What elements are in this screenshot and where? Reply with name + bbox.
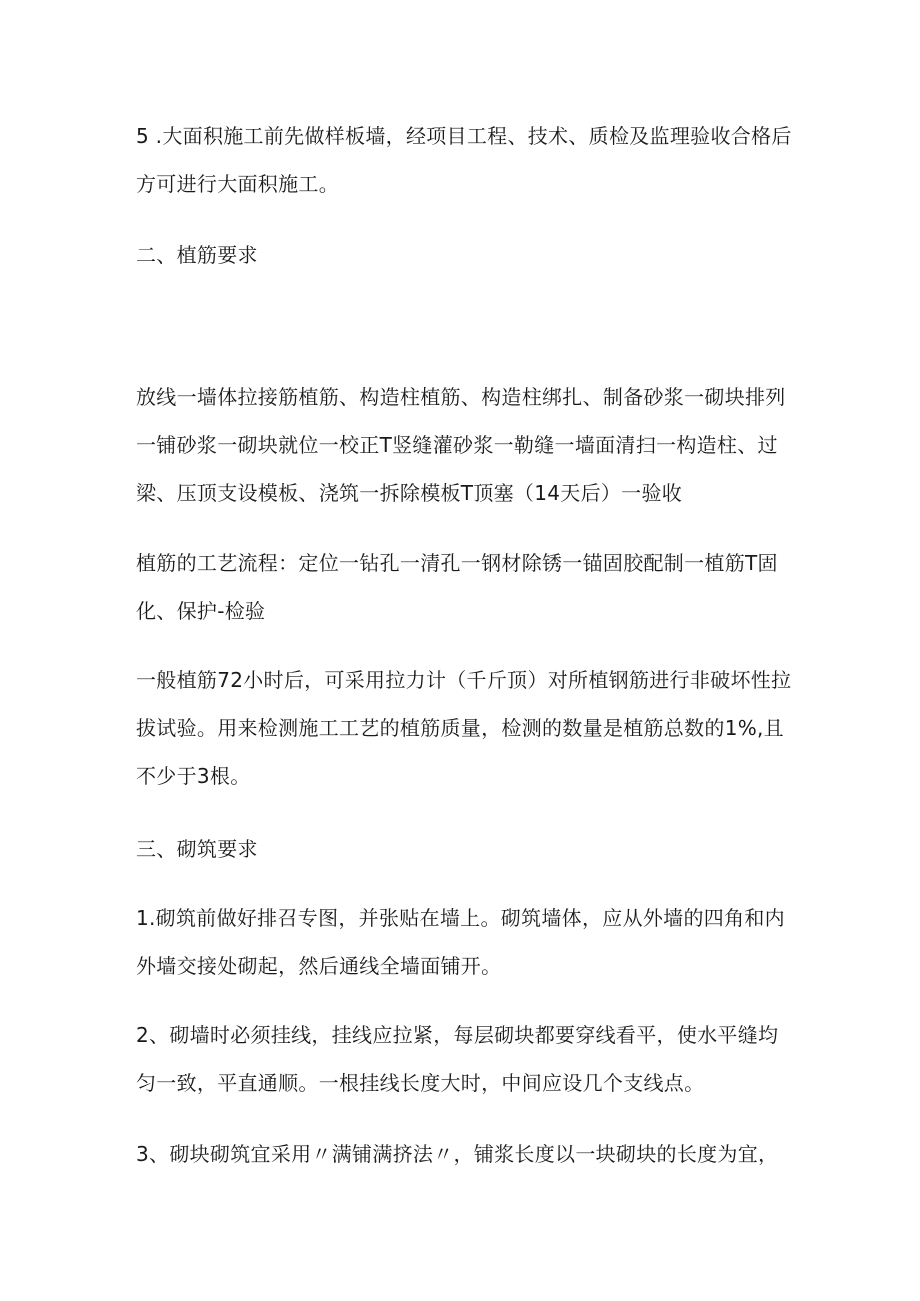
masonry-item-3-line-1: 3、砌块砌筑宜采用〃满铺满挤法〃，铺浆长度以一块砌块的长度为宜， <box>136 1142 779 1166</box>
paragraph-5-line-1: 5 .大面积施工前先做样板墙，经项目工程、技术、质检及监理验收合格后 <box>136 124 792 148</box>
process-paragraph-line-3: 梁、压顶支设模板、浇筑一拆除模板T顶塞（14天后）一验收 <box>136 481 683 505</box>
pull-test-line-1: 一般植筋72小时后，可采用拉力计（千斤顶）对所植钢筋进行非破坏性拉 <box>136 668 792 692</box>
masonry-item-1-line-2: 外墙交接处砌起，然后通线全墙面铺开。 <box>136 954 502 978</box>
masonry-item-1-line-1: 1.砌筑前做好排召专图，并张贴在墙上。砌筑墙体，应从外墙的四角和内 <box>136 906 785 930</box>
paragraph-5-line-2: 方可进行大面积施工。 <box>136 172 339 196</box>
pull-test-line-2: 拔试验。用来检测施工工艺的植筋质量，检测的数量是植筋总数的1%,且 <box>136 716 784 740</box>
process-paragraph-line-1: 放线一墙体拉接筋植筋、构造柱植筋、构造柱绑扎、制备砂浆一砌块排列 <box>136 385 786 409</box>
pull-test-line-3: 不少于3根。 <box>136 764 251 788</box>
masonry-item-2-line-2: 匀一致，平直通顺。一根挂线长度大时，中间应设几个支线点。 <box>136 1071 705 1095</box>
rebar-workflow-line-2: 化、保护-检验 <box>136 599 266 623</box>
process-paragraph-line-2: 一铺砂浆一砌块就位一校正T竖缝灌砂浆一勒缝一墙面清扫一构造柱、过 <box>136 433 778 457</box>
section-heading-masonry: 三、砌筑要求 <box>136 837 258 861</box>
masonry-item-2-line-1: 2、砌墙时必须挂线，挂线应拉紧，每层砌块都要穿线看平，使水平缝均 <box>136 1023 779 1047</box>
section-heading-rebar: 二、植筋要求 <box>136 243 258 267</box>
rebar-workflow-line-1: 植筋的工艺流程：定位一钻孔一清孔一钢材除锈一锚固胶配制一植筋T固 <box>136 551 778 575</box>
